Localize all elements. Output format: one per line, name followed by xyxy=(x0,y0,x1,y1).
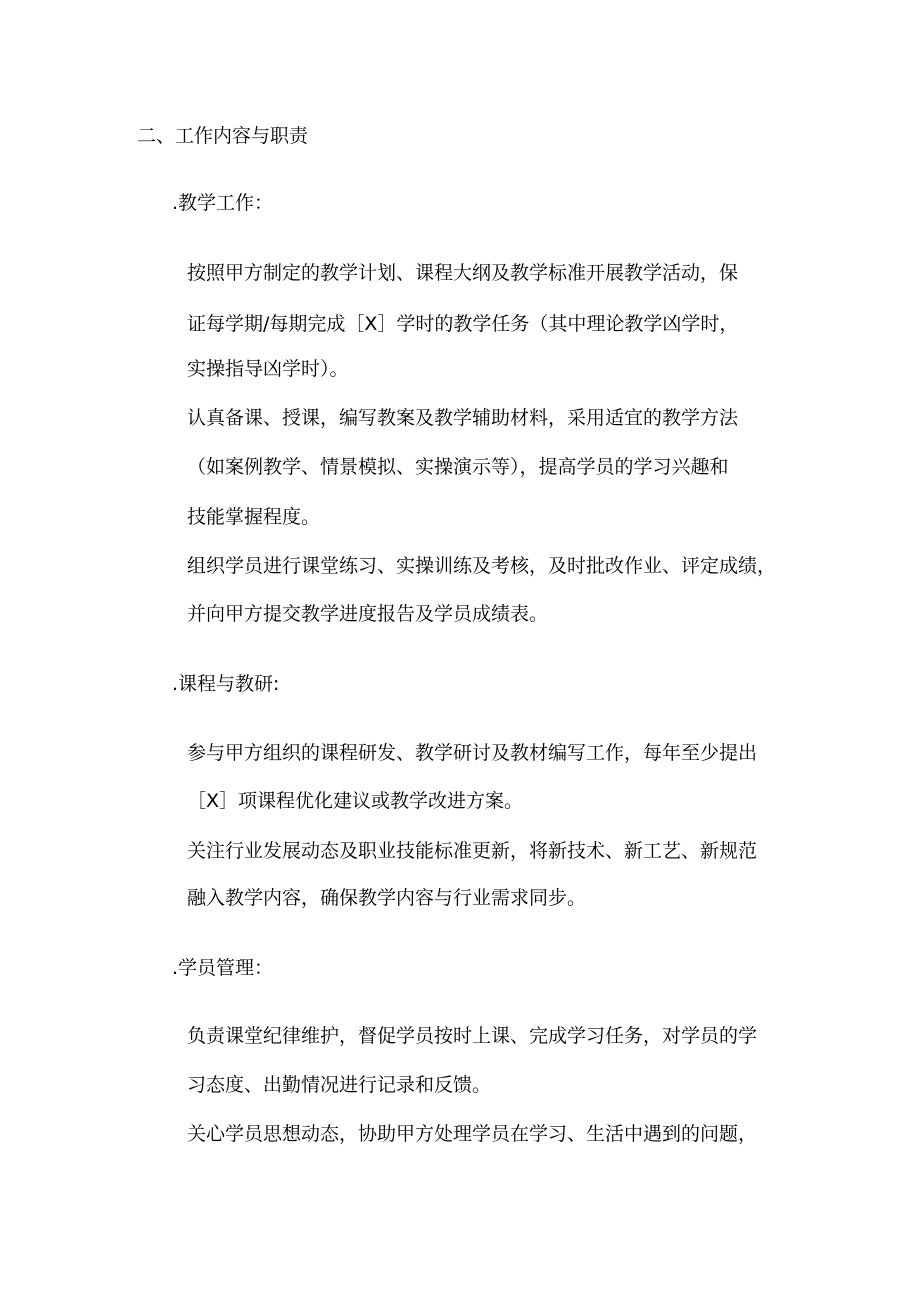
paragraph-line: 关心学员思想动态，协助甲方处理学员在学习、生活中遇到的问题， xyxy=(187,1123,758,1145)
paragraph-line: 并向甲方提交教学进度报告及学员成绩表。 xyxy=(187,603,549,625)
paragraph-line: 认真备课、授课，编写教案及教学辅助材料，采用适宜的教学方法 xyxy=(187,407,739,429)
paragraph-line: 融入教学内容，确保教学内容与行业需求同步。 xyxy=(187,887,587,909)
paragraph-line: 负责课堂纪律维护，督促学员按时上课、完成学习任务，对学员的学 xyxy=(187,1025,758,1047)
paragraph-line: （如案例教学、情景模拟、实操演示等），提高学员的学习兴趣和 xyxy=(187,456,729,478)
paragraph-line: 证每学期/每期完成［X］学时的教学任务（其中理论教学凶学时， xyxy=(187,313,739,335)
paragraph-line: 按照甲方制定的教学计划、课程大纲及教学标准开展教学活动，保 xyxy=(187,262,739,284)
paragraph-line: 参与甲方组织的课程研发、教学研讨及教材编写工作，每年至少提出 xyxy=(187,742,758,764)
subsection-heading-student-management: .学员管理： xyxy=(172,957,274,979)
subsection-heading-teaching: .教学工作： xyxy=(172,192,274,214)
paragraph-line: 实操指导凶学时）。 xyxy=(187,358,349,380)
paragraph-line: 技能掌握程度。 xyxy=(187,506,321,528)
paragraph-line: ［X］项课程优化建议或教学改进方案。 xyxy=(187,790,524,812)
subsection-heading-curriculum: .课程与教研: xyxy=(172,673,280,695)
paragraph-line: 习态度、出勤情况进行记录和反馈。 xyxy=(187,1074,492,1096)
section-title: 二、工作内容与职责 xyxy=(137,125,309,147)
paragraph-line: 组织学员进行课堂练习、实操训练及考核，及时批改作业、评定成绩， xyxy=(187,555,777,577)
paragraph-line: 关注行业发展动态及职业技能标准更新，将新技术、新工艺、新规范 xyxy=(187,840,758,862)
